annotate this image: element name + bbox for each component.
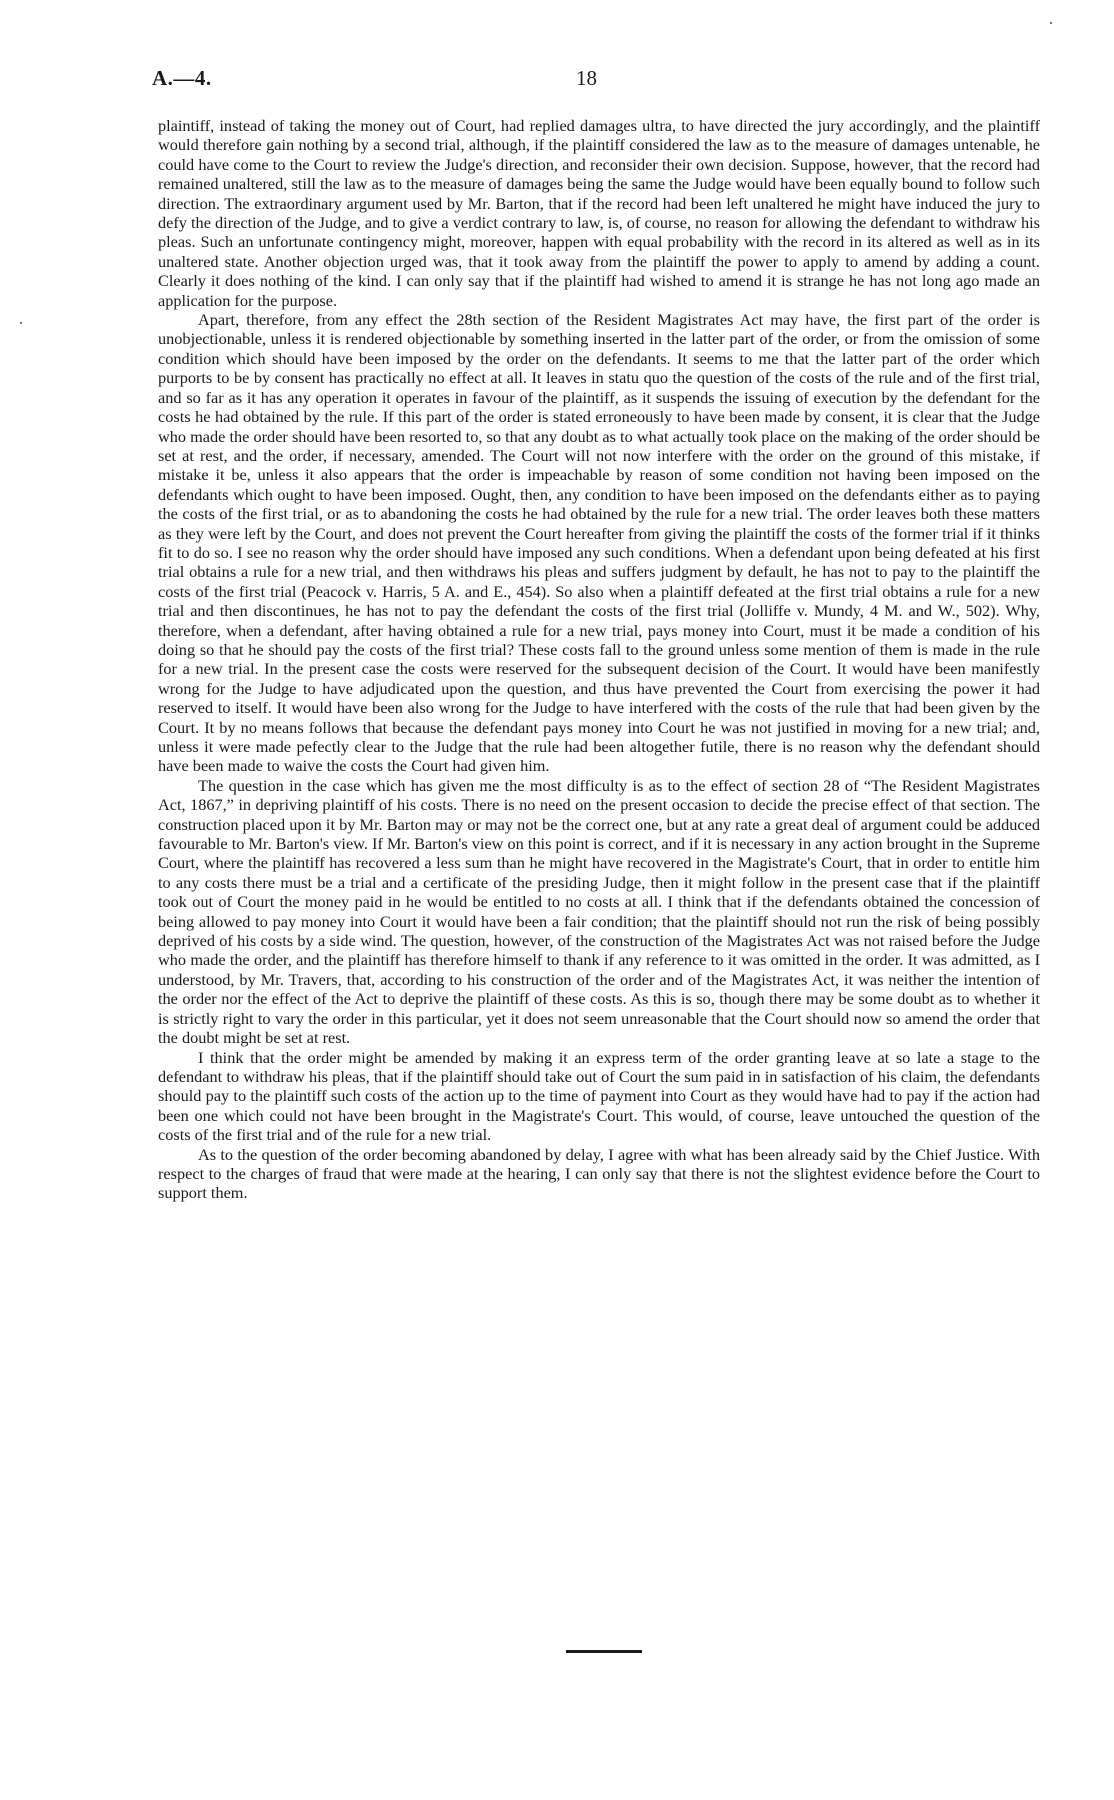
paragraph: As to the question of the order becoming abandoned by delay, I agree with what has been already said by the Chief Justice. With respect to the charges of fraud that were made at the hearing, I can only say that there is not the slightest evidence before the Court to support them. (158, 1144, 1040, 1203)
page-header (152, 66, 1042, 96)
paragraph-continuation: plaintiff, instead of taking the money out of Court, had replied damages ultra, to have directed the jury accordingly, and the plaintiff would therefore gain nothing by a second trial, although, if the plaintiff considered the law as to the measure of damages untenable, he could have come to the Court to review the Judge's direction, and reconsider their own decision. Suppose, however, that the record had remained unaltered, still the law as to the measure of damages being the same the Judge would have been equally bound to follow such direction. The extraordinary argument used by Mr. Barton, that if the record had been left unaltered he might have induced the jury to defy the direction of the Judge, and to give a verdict contrary to law, is, of course, no reason for allowing the defendant to withdraw his pleas. Such an unfortunate contingency might, moreover, happen with equal probability with the record in its altered as well as in its unaltered state. Another objection urged was, that it took away from the plaintiff the power to apply to amend by adding a count. Clearly it does nothing of the kind. I can only say that if the plaintiff had wished to amend it is strange he has not long ago made an application for the purpose. (158, 116, 1040, 310)
body-text (158, 116, 1040, 1203)
section-divider (566, 1650, 642, 1653)
scan-speck (1050, 22, 1052, 24)
page-number: 18 (576, 66, 597, 90)
paragraph: I think that the order might be amended by making it an express term of the order granting leave at so late a stage to the defendant to withdraw his pleas, that if the plaintiff should take out of Court the sum paid in in satisfaction of his claim, the defendants should pay to the plaintiff such costs of the action up to the time of payment into Court as they would have had to pay if the action had been one which could not have been brought in the Magistrate's Court. This would, of course, leave untouched the question of the costs of the first trial and of the rule for a new trial. (158, 1047, 1040, 1145)
scan-speck (20, 322, 22, 324)
paragraph: Apart, therefore, from any effect the 28th section of the Resident Magistrates Act may have, the first part of the order is unobjectionable, unless it is rendered objectionable by something inserted in the latter part of the order, or from the omission of some condition which should have been imposed by the order on the defendants. It seems to me that the latter part of the order which purports to be by consent has practically no effect at all. It leaves in statu quo the question of the costs of the rule and of the first trial, and so far as it has any operation it operates in favour of the plaintiff, as it suspends the issuing of execution by the defendant for the costs he had obtained by the rule. If this part of the order is stated erroneously to have been made by consent, it is clear that the Judge who made the order should have been resorted to, so that any doubt as to what actually took place on the making of the order should be set at rest, and the order, if necessary, amended. The Court will not now interfere with the order on the ground of this mistake, if mistake it be, unless it also appears that the order is impeachable by reason of some condition not having been imposed on the defendants which ought to have been imposed. Ought, then, any condition to have been imposed on the defendants either as to paying the costs of the first trial, or as to abandoning the costs he had obtained by the rule for a new trial. The order leaves both these matters as they were left by the Court, and does not prevent the Court hereafter from giving the plaintiff the costs of the former trial if it thinks fit to do so. I see no reason why the order should have imposed any such conditions. When a defendant upon being defeated at his first trial obtains a rule for a new trial, and then withdraws his pleas and suffers judgment by default, he has not to pay to the plaintiff the costs of the first trial (Peacock v. Harris, 5 A. and E., 454). So also when a plaintiff defeated at the first trial obtains a rule for a new trial and then discontinues, he has not to pay the defendant the costs of the first trial (Jolliffe v. Mundy, 4 M. and W., 502). Why, therefore, when a defendant, after having obtained a rule for a new trial, pays money into Court, must it be made a condition of his doing so that he should pay the costs of the first trial? These costs fall to the ground unless some mention of them is made in the rule for a new trial. In the present case the costs were reserved for the subsequent decision of the Court. It would have been manifestly wrong for the Judge to have adjudicated upon the question, and thus have prevented the Court from exercising the power it had reserved to itself. It would have been also wrong for the Judge to have interfered with the costs of the rule that had been given by the Court. It by no means follows that because the defendant pays money into Court he was not justified in moving for a new trial; and, unless it were made pefectly clear to the Judge that the rule had been altogether futile, there is no reason why the defendant should have been made to waive the costs the Court had given him. (158, 310, 1040, 776)
paragraph: The question in the case which has given me the most difficulty is as to the effect of section 28 of “The Resident Magistrates Act, 1867,” in depriving plaintiff of his costs. There is no need on the present occasion to decide the precise effect of that section. The construction placed upon it by Mr. Barton may or may not be the correct one, but at any rate a great deal of argument could be adduced favourable to Mr. Barton's view. If Mr. Barton's view on this point is correct, and if it is necessary in any action brought in the Supreme Court, where the plaintiff has recovered a less sum than he might have recovered in the Magistrate's Court, that in order to entitle him to any costs there must be a trial and a certificate of the presiding Judge, then it might follow in the present case that if the plaintiff took out of Court the money paid in he would be entitled to no costs at all. I think that if the defendants obtained the concession of being allowed to pay money into Court it would have been a fair condition; that the plaintiff should not run the risk of being possibly deprived of his costs by a side wind. The question, however, of the construction of the Magistrates Act was not raised before the Judge who made the order, and the plaintiff has therefore himself to thank if any reference to it was omitted in the order. It was admitted, as I understood, by Mr. Travers, that, according to his construction of the order and of the Magistrates Act, it was neither the intention of the order nor the effect of the Act to deprive the plaintiff of these costs. As this is so, though there may be some doubt as to whether it is strictly right to vary the order in this particular, yet it does not seem unreasonable that the Court should now so amend the order that the doubt might be set at rest. (158, 775, 1040, 1048)
document-reference: A.—4. (152, 66, 212, 90)
